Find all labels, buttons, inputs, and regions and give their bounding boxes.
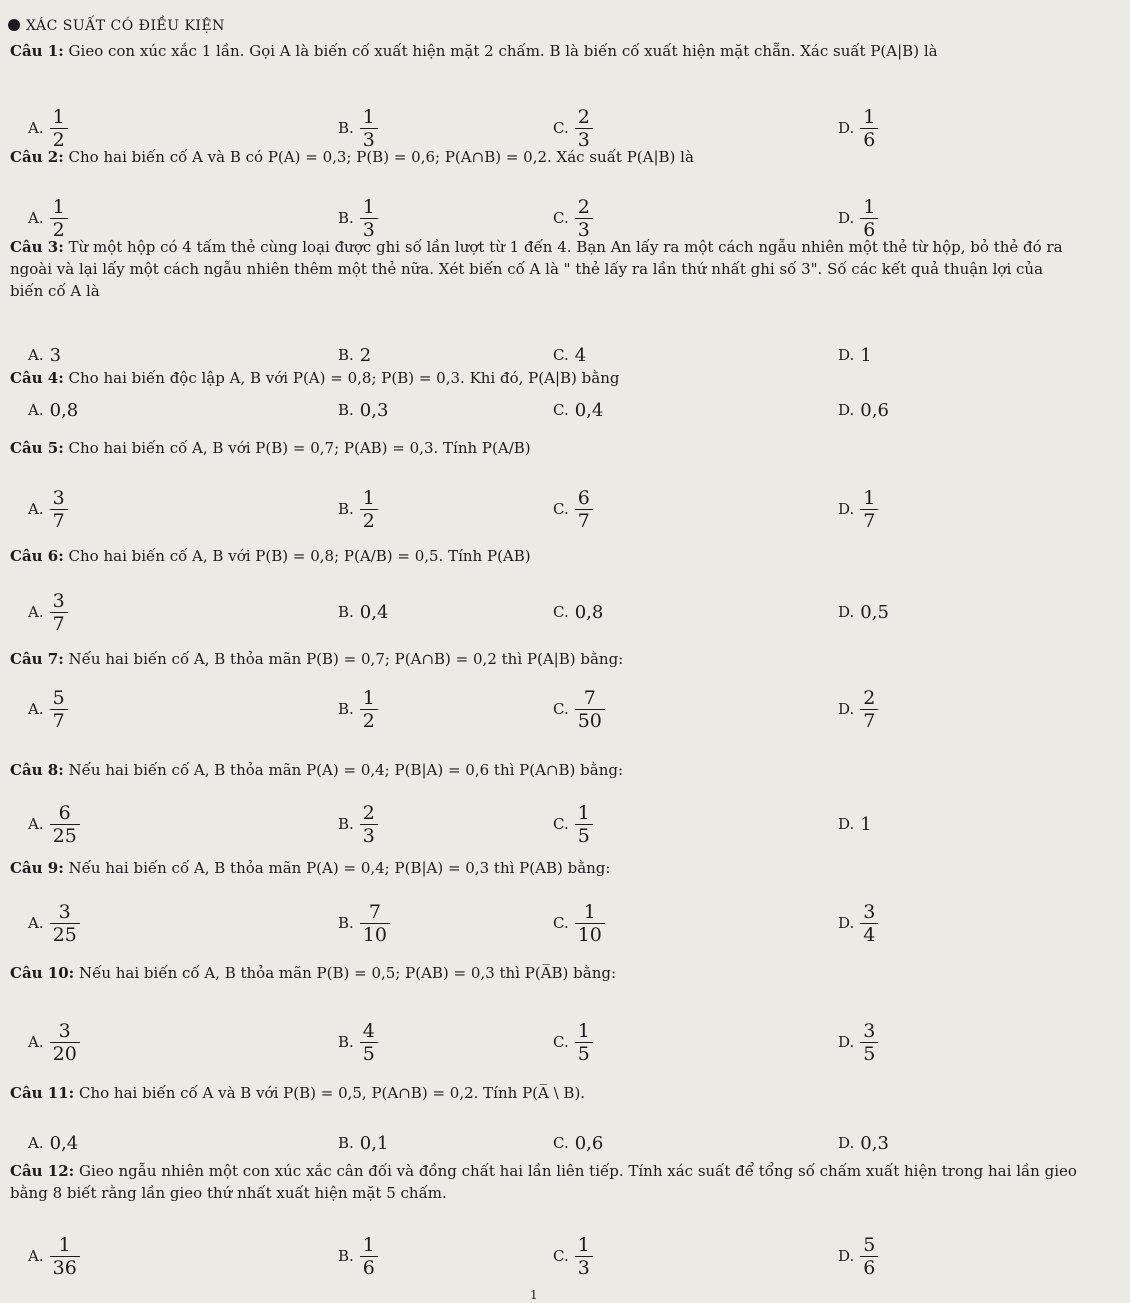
numerator: 1 bbox=[577, 1233, 590, 1256]
question-text: Gieo ngẫu nhiên một con xúc xắc cân đối và đồng chất hai lần liên tiếp. Tính xác suất để tổng số chấm xuất hiện trong hai lần gieo bằng 8 biết rằng lần gieo thứ nhất xuất hiện mặt 5 chấm. bbox=[10, 1162, 1077, 1202]
option-label: B. bbox=[338, 1033, 354, 1051]
option-label: A. bbox=[28, 119, 44, 137]
question-text: Nếu hai biến cố A, B thỏa mãn P(B) = 0,5; P(AB) = 0,3 thì P(A̅B) bằng: bbox=[78, 964, 617, 982]
option-label: B. bbox=[338, 1134, 354, 1152]
option-c[interactable] bbox=[553, 898, 605, 948]
option-label: D. bbox=[838, 700, 855, 718]
option-label: B. bbox=[338, 209, 354, 227]
numerator: 1 bbox=[362, 686, 375, 709]
option-label: A. bbox=[28, 1134, 44, 1152]
numerator: 1 bbox=[58, 1233, 71, 1256]
question-text: Cho hai biến cố A, B với P(B) = 0,8; P(A/B) = 0,5. Tính P(AB) bbox=[68, 547, 531, 565]
numerator: 1 bbox=[362, 486, 375, 509]
option-label: B. bbox=[338, 500, 354, 518]
option-label: D. bbox=[838, 500, 855, 518]
option-fraction bbox=[860, 687, 878, 732]
option-c[interactable] bbox=[553, 1231, 593, 1281]
option-label: D. bbox=[838, 1134, 855, 1152]
denominator: 7 bbox=[50, 709, 68, 732]
option-label: A. bbox=[28, 209, 44, 227]
option-label: C. bbox=[553, 500, 569, 518]
denominator: 7 bbox=[860, 709, 878, 732]
option-d[interactable] bbox=[838, 684, 878, 734]
option-fraction bbox=[50, 1020, 80, 1065]
option-fraction bbox=[50, 1234, 80, 1279]
option-label: B. bbox=[338, 346, 354, 364]
option-label: D. bbox=[838, 1033, 855, 1051]
question-2 bbox=[10, 146, 1010, 168]
option-fraction bbox=[360, 196, 378, 241]
denominator: 25 bbox=[50, 824, 80, 847]
option-fraction bbox=[860, 1020, 878, 1065]
numerator: 5 bbox=[52, 686, 65, 709]
option-fraction bbox=[575, 687, 605, 732]
numerator: 2 bbox=[577, 105, 590, 128]
denominator: 5 bbox=[575, 824, 593, 847]
option-label: B. bbox=[338, 815, 354, 833]
numerator: 6 bbox=[577, 486, 590, 509]
option-value: 0,3 bbox=[860, 1132, 889, 1154]
numerator: 1 bbox=[577, 801, 590, 824]
option-d[interactable] bbox=[838, 898, 878, 948]
option-a[interactable] bbox=[28, 484, 68, 534]
section-header bbox=[8, 18, 225, 34]
option-value: 4 bbox=[574, 344, 587, 366]
option-label: A. bbox=[28, 1247, 44, 1265]
option-c[interactable] bbox=[553, 799, 593, 849]
option-label: B. bbox=[338, 700, 354, 718]
option-fraction bbox=[860, 106, 878, 151]
option-a[interactable] bbox=[28, 385, 78, 435]
option-label: A. bbox=[28, 914, 44, 932]
question-10 bbox=[10, 962, 1010, 984]
option-label: A. bbox=[28, 346, 44, 364]
option-value: 1 bbox=[860, 813, 872, 835]
denominator: 7 bbox=[50, 509, 68, 532]
denominator: 7 bbox=[860, 509, 878, 532]
numerator: 2 bbox=[362, 801, 375, 824]
numerator: 1 bbox=[52, 195, 65, 218]
denominator: 3 bbox=[360, 128, 378, 151]
question-3 bbox=[10, 236, 1070, 302]
option-fraction bbox=[860, 1234, 878, 1279]
question-text: Gieo con xúc xắc 1 lần. Gọi A là biến cố xuất hiện mặt 2 chấm. B là biến cố xuất hiện mặt chẵn. Xác suất P(A|B) là bbox=[68, 42, 938, 60]
denominator: 20 bbox=[50, 1042, 80, 1065]
question-number: Câu 10: bbox=[10, 964, 75, 982]
question-12 bbox=[10, 1160, 1100, 1204]
denominator: 3 bbox=[575, 1256, 593, 1279]
option-c[interactable] bbox=[553, 587, 603, 637]
denominator: 6 bbox=[860, 128, 878, 151]
option-d[interactable] bbox=[838, 799, 872, 849]
option-c[interactable] bbox=[553, 1017, 593, 1067]
option-value: 0,3 bbox=[359, 399, 389, 421]
option-b[interactable] bbox=[338, 1017, 378, 1067]
numerator: 6 bbox=[58, 801, 71, 824]
question-1 bbox=[10, 40, 1010, 62]
option-fraction bbox=[360, 1234, 378, 1279]
numerator: 3 bbox=[58, 1019, 71, 1042]
option-a[interactable] bbox=[28, 799, 80, 849]
option-fraction bbox=[360, 901, 390, 946]
option-label: B. bbox=[338, 401, 354, 419]
option-value: 0,6 bbox=[574, 1132, 604, 1154]
option-value: 0,6 bbox=[860, 399, 889, 421]
option-a[interactable] bbox=[28, 1017, 80, 1067]
option-label: C. bbox=[553, 815, 569, 833]
option-fraction bbox=[50, 901, 80, 946]
option-value: 0,1 bbox=[359, 1132, 389, 1154]
options-row bbox=[0, 799, 1130, 849]
question-8 bbox=[10, 759, 1010, 781]
numerator: 7 bbox=[583, 686, 596, 709]
option-label: A. bbox=[28, 815, 44, 833]
numerator: 5 bbox=[863, 1233, 876, 1256]
option-fraction bbox=[360, 802, 378, 847]
option-label: D. bbox=[838, 401, 855, 419]
option-c[interactable] bbox=[553, 484, 593, 534]
question-text: Cho hai biến cố A và B với P(B) = 0,5, P(A∩B) = 0,2. Tính P(A̅ \ B). bbox=[78, 1084, 586, 1102]
option-label: C. bbox=[553, 1134, 569, 1152]
question-text: Nếu hai biến cố A, B thỏa mãn P(A) = 0,4; P(B|A) = 0,3 thì P(AB) bằng: bbox=[68, 859, 611, 877]
denominator: 6 bbox=[360, 1256, 378, 1279]
numerator: 2 bbox=[863, 686, 876, 709]
numerator: 1 bbox=[577, 1019, 590, 1042]
question-text: Cho hai biến cố A và B có P(A) = 0,3; P(B) = 0,6; P(A∩B) = 0,2. Xác suất P(A|B) là bbox=[68, 148, 694, 166]
question-text: Từ một hộp có 4 tấm thẻ cùng loại được ghi số lần lượt từ 1 đến 4. Bạn An lấy ra một cách ngẫu nhiên một thẻ từ hộp, bỏ thẻ đó ra ngoài và lại lấy một cách ngẫu nhiên thêm một thẻ nữa. Xét biến cố A là " thẻ lấy ra lần thứ nhất ghi số 3". Số các kết quả thuận lợi của biến cố A là bbox=[10, 238, 1063, 300]
option-c[interactable] bbox=[553, 684, 605, 734]
question-5 bbox=[10, 437, 1010, 459]
numerator: 1 bbox=[863, 105, 876, 128]
denominator: 3 bbox=[575, 218, 593, 241]
question-number: Câu 3: bbox=[10, 238, 64, 256]
question-9 bbox=[10, 857, 1010, 879]
question-6 bbox=[10, 545, 1010, 567]
question-number: Câu 12: bbox=[10, 1162, 75, 1180]
option-label: D. bbox=[838, 815, 855, 833]
option-label: C. bbox=[553, 700, 569, 718]
option-fraction bbox=[50, 106, 68, 151]
option-label: D. bbox=[838, 603, 855, 621]
numerator: 3 bbox=[863, 900, 876, 923]
numerator: 1 bbox=[362, 105, 375, 128]
option-value: 0,8 bbox=[49, 399, 79, 421]
denominator: 10 bbox=[575, 923, 605, 946]
denominator: 36 bbox=[50, 1256, 80, 1279]
option-d[interactable] bbox=[838, 1231, 878, 1281]
option-label: B. bbox=[338, 119, 354, 137]
option-label: C. bbox=[553, 209, 569, 227]
denominator: 6 bbox=[860, 1256, 878, 1279]
denominator: 2 bbox=[360, 509, 378, 532]
denominator: 2 bbox=[50, 128, 68, 151]
option-label: A. bbox=[28, 700, 44, 718]
options-row bbox=[0, 484, 1130, 534]
option-a[interactable] bbox=[28, 1231, 80, 1281]
denominator: 50 bbox=[575, 709, 605, 732]
options-row bbox=[0, 1017, 1130, 1067]
option-value: 0,4 bbox=[359, 601, 389, 623]
numerator: 4 bbox=[362, 1019, 375, 1042]
option-b[interactable] bbox=[338, 898, 390, 948]
numerator: 1 bbox=[863, 195, 876, 218]
denominator: 25 bbox=[50, 923, 80, 946]
option-a[interactable] bbox=[28, 898, 80, 948]
bullet-icon bbox=[8, 19, 20, 31]
numerator: 1 bbox=[583, 900, 596, 923]
option-b[interactable] bbox=[338, 799, 378, 849]
option-label: C. bbox=[553, 346, 569, 364]
option-b[interactable] bbox=[338, 385, 388, 435]
option-label: C. bbox=[553, 1033, 569, 1051]
option-fraction bbox=[860, 901, 878, 946]
denominator: 10 bbox=[360, 923, 390, 946]
option-fraction bbox=[360, 106, 378, 151]
numerator: 3 bbox=[863, 1019, 876, 1042]
option-b[interactable] bbox=[338, 587, 388, 637]
option-b[interactable] bbox=[338, 1231, 378, 1281]
option-d[interactable] bbox=[838, 484, 878, 534]
numerator: 1 bbox=[362, 195, 375, 218]
option-value: 0,8 bbox=[574, 601, 604, 623]
option-fraction bbox=[575, 106, 593, 151]
option-label: D. bbox=[838, 1247, 855, 1265]
option-fraction bbox=[50, 802, 80, 847]
option-d[interactable] bbox=[838, 1017, 878, 1067]
question-number: Câu 5: bbox=[10, 439, 64, 457]
options-row bbox=[0, 898, 1130, 948]
option-value: 2 bbox=[359, 344, 372, 366]
option-label: C. bbox=[553, 119, 569, 137]
numerator: 2 bbox=[577, 195, 590, 218]
option-fraction bbox=[575, 487, 593, 532]
option-label: A. bbox=[28, 1033, 44, 1051]
numerator: 3 bbox=[52, 486, 65, 509]
option-d[interactable] bbox=[838, 385, 889, 435]
option-fraction bbox=[575, 802, 593, 847]
option-label: C. bbox=[553, 914, 569, 932]
option-value: 3 bbox=[49, 344, 62, 366]
question-number: Câu 6: bbox=[10, 547, 64, 565]
option-a[interactable] bbox=[28, 684, 68, 734]
option-b[interactable] bbox=[338, 684, 378, 734]
option-label: D. bbox=[838, 914, 855, 932]
options-row bbox=[0, 684, 1130, 734]
option-value: 0,4 bbox=[49, 1132, 79, 1154]
option-label: C. bbox=[553, 401, 569, 419]
option-fraction bbox=[860, 487, 878, 532]
option-fraction bbox=[575, 196, 593, 241]
denominator: 3 bbox=[360, 824, 378, 847]
options-row bbox=[0, 385, 1130, 435]
question-11 bbox=[10, 1082, 1010, 1104]
option-label: C. bbox=[553, 603, 569, 621]
question-number: Câu 9: bbox=[10, 859, 64, 877]
denominator: 6 bbox=[860, 218, 878, 241]
question-number: Câu 4: bbox=[10, 369, 64, 387]
numerator: 1 bbox=[52, 105, 65, 128]
option-label: B. bbox=[338, 914, 354, 932]
option-fraction bbox=[360, 1020, 378, 1065]
option-label: A. bbox=[28, 603, 44, 621]
denominator: 3 bbox=[360, 218, 378, 241]
option-fraction bbox=[360, 487, 378, 532]
denominator: 5 bbox=[860, 1042, 878, 1065]
option-label: D. bbox=[838, 119, 855, 137]
denominator: 5 bbox=[360, 1042, 378, 1065]
option-value: 0,5 bbox=[860, 601, 889, 623]
option-label: D. bbox=[838, 209, 855, 227]
question-number: Câu 8: bbox=[10, 761, 64, 779]
question-text: Nếu hai biến cố A, B thỏa mãn P(A) = 0,4; P(B|A) = 0,6 thì P(A∩B) bằng: bbox=[68, 761, 624, 779]
numerator: 1 bbox=[362, 1233, 375, 1256]
question-text: Nếu hai biến cố A, B thỏa mãn P(B) = 0,7; P(A∩B) = 0,2 thì P(A|B) bằng: bbox=[68, 650, 624, 668]
option-label: D. bbox=[838, 346, 855, 364]
options-row bbox=[0, 1231, 1130, 1281]
question-text: Cho hai biến độc lập A, B với P(A) = 0,8; P(B) = 0,3. Khi đó, P(A|B) bằng bbox=[68, 369, 620, 387]
option-label: A. bbox=[28, 500, 44, 518]
numerator: 3 bbox=[58, 900, 71, 923]
option-fraction bbox=[50, 687, 68, 732]
numerator: 1 bbox=[863, 486, 876, 509]
option-label: A. bbox=[28, 401, 44, 419]
option-value: 1 bbox=[860, 344, 872, 366]
option-label: B. bbox=[338, 603, 354, 621]
numerator: 7 bbox=[368, 900, 381, 923]
denominator: 2 bbox=[50, 218, 68, 241]
option-fraction bbox=[575, 901, 605, 946]
option-fraction bbox=[50, 590, 68, 635]
option-fraction bbox=[860, 196, 878, 241]
option-fraction bbox=[575, 1020, 593, 1065]
denominator: 7 bbox=[575, 509, 593, 532]
question-text: Cho hai biến cố A, B với P(B) = 0,7; P(AB) = 0,3. Tính P(A/B) bbox=[68, 439, 531, 457]
question-number: Câu 2: bbox=[10, 148, 64, 166]
denominator: 3 bbox=[575, 128, 593, 151]
option-fraction bbox=[50, 487, 68, 532]
option-b[interactable] bbox=[338, 484, 378, 534]
question-number: Câu 11: bbox=[10, 1084, 75, 1102]
options-row bbox=[0, 587, 1130, 637]
numerator: 3 bbox=[52, 589, 65, 612]
option-label: C. bbox=[553, 1247, 569, 1265]
denominator: 5 bbox=[575, 1042, 593, 1065]
denominator: 2 bbox=[360, 709, 378, 732]
option-c[interactable] bbox=[553, 385, 603, 435]
section-title: XÁC SUẤT CÓ ĐIỀU KIỆN bbox=[26, 18, 225, 34]
denominator: 4 bbox=[860, 923, 878, 946]
question-7 bbox=[10, 648, 1010, 670]
question-number: Câu 7: bbox=[10, 650, 64, 668]
denominator: 7 bbox=[50, 612, 68, 635]
page-number: 1 bbox=[530, 1288, 538, 1302]
option-a[interactable] bbox=[28, 587, 68, 637]
option-fraction bbox=[360, 687, 378, 732]
option-fraction bbox=[575, 1234, 593, 1279]
option-fraction bbox=[50, 196, 68, 241]
question-number: Câu 1: bbox=[10, 42, 64, 60]
option-d[interactable] bbox=[838, 587, 889, 637]
option-label: B. bbox=[338, 1247, 354, 1265]
option-value: 0,4 bbox=[574, 399, 604, 421]
